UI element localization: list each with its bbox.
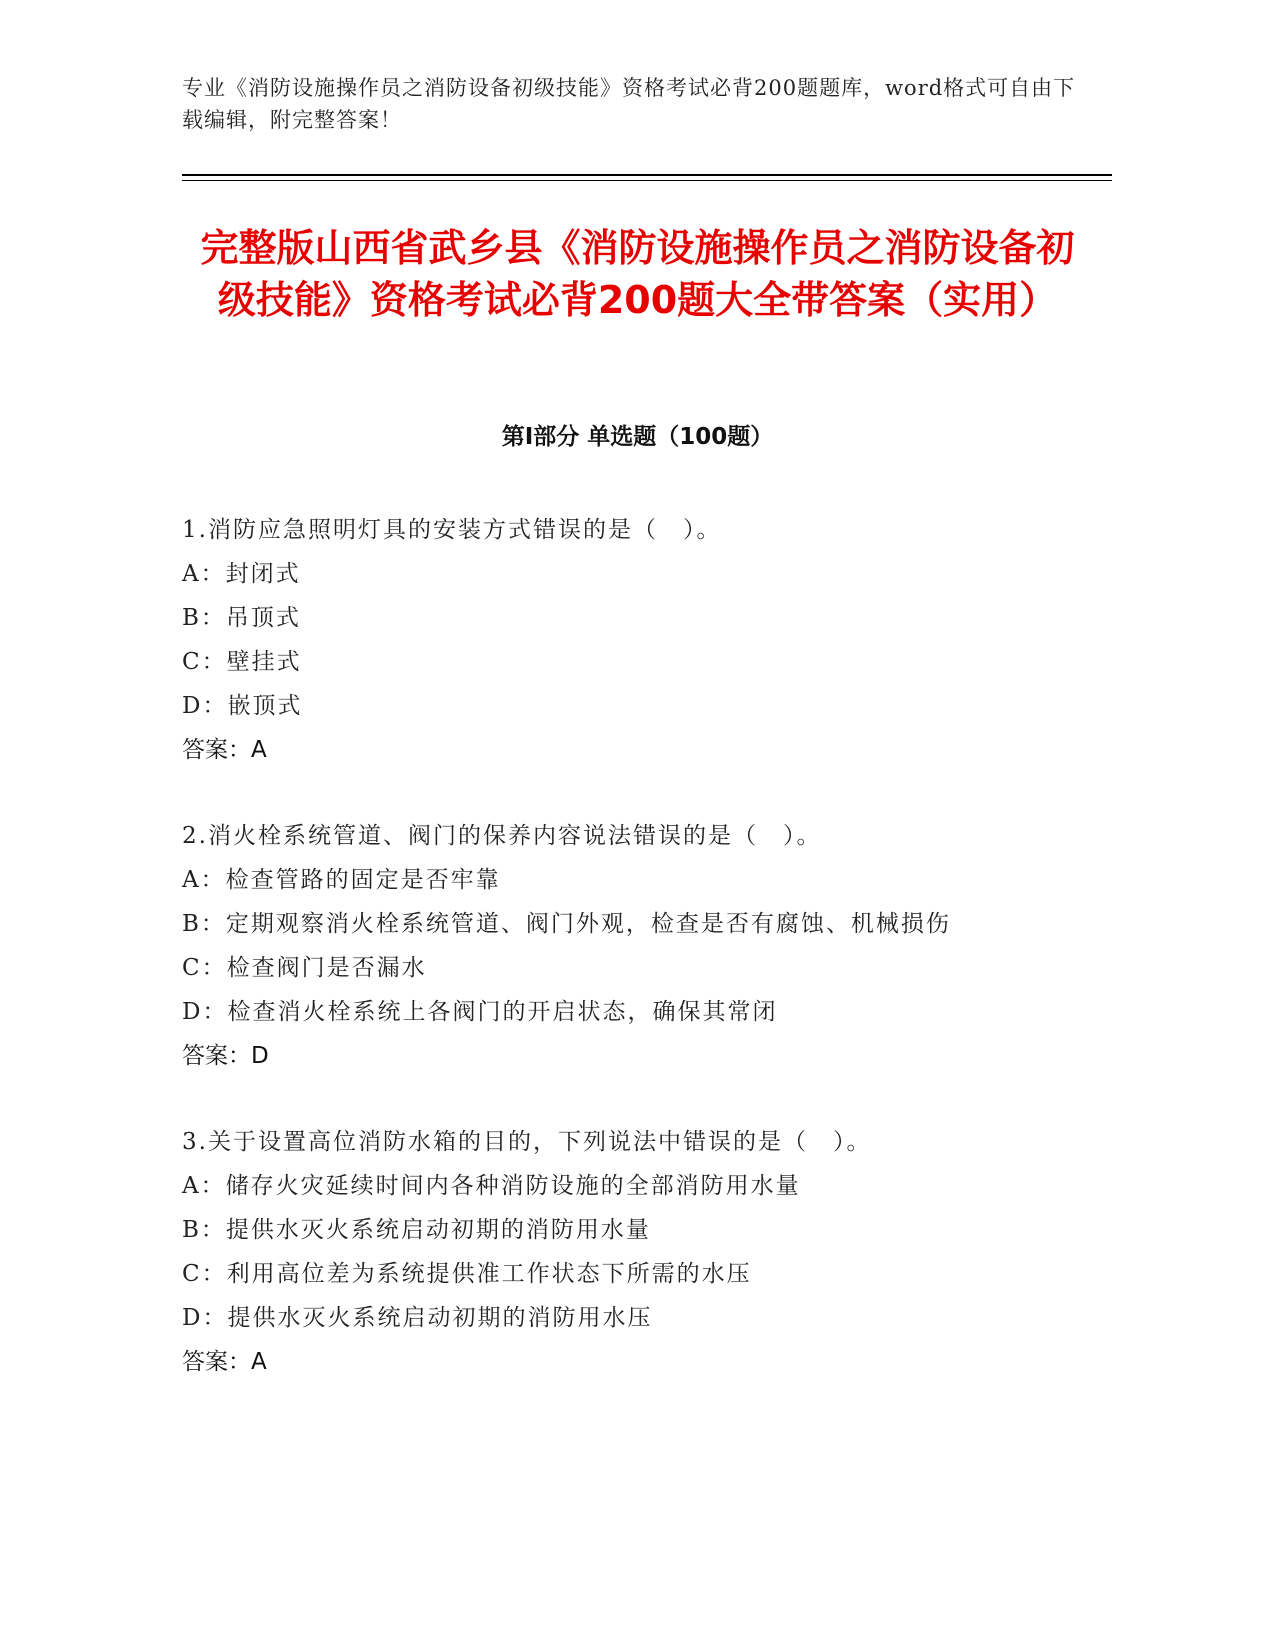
option-b: B：吊顶式 xyxy=(182,605,301,631)
answer: 答案：A xyxy=(182,1349,267,1375)
document-title: 完整版山西省武乡县《消防设施操作员之消防设备初级技能》资格考试必背200题大全带答案（实用） xyxy=(200,226,1075,322)
question-stem: 2.消火栓系统管道、阀门的保养内容说法错误的是（ ）。 xyxy=(182,823,822,849)
question-1 xyxy=(182,508,1112,772)
option-c: C：壁挂式 xyxy=(182,649,302,675)
option-b: B：定期观察消火栓系统管道、阀门外观，检查是否有腐蚀、机械损伤 xyxy=(182,911,951,937)
header-divider-thick xyxy=(182,174,1112,176)
option-a: A：封闭式 xyxy=(182,561,301,587)
question-2 xyxy=(182,814,1112,1078)
answer: 答案：A xyxy=(182,737,267,763)
section-title: 第I部分 单选题（100题） xyxy=(501,424,774,450)
option-a: A：检查管路的固定是否牢靠 xyxy=(182,867,501,893)
option-d: D：提供水灭火系统启动初期的消防用水压 xyxy=(182,1305,653,1331)
question-stem: 3.关于设置高位消防水箱的目的，下列说法中错误的是（ ）。 xyxy=(182,1129,872,1155)
answer: 答案：D xyxy=(182,1043,269,1069)
header-note: 专业《消防设施操作员之消防设备初级技能》资格考试必背200题题库，word格式可自由下载编辑，附完整答案！ xyxy=(182,76,1076,132)
option-c: C：检查阀门是否漏水 xyxy=(182,955,427,981)
header-divider-thin xyxy=(182,180,1112,181)
option-c: C：利用高位差为系统提供准工作状态下所需的水压 xyxy=(182,1261,752,1287)
option-b: B：提供水灭火系统启动初期的消防用水量 xyxy=(182,1217,651,1243)
question-3 xyxy=(182,1120,1112,1384)
option-d: D：嵌顶式 xyxy=(182,693,303,719)
option-d: D：检查消火栓系统上各阀门的开启状态，确保其常闭 xyxy=(182,999,778,1025)
option-a: A：储存火灾延续时间内各种消防设施的全部消防用水量 xyxy=(182,1173,801,1199)
question-stem: 1.消防应急照明灯具的安装方式错误的是（ ）。 xyxy=(182,517,722,543)
